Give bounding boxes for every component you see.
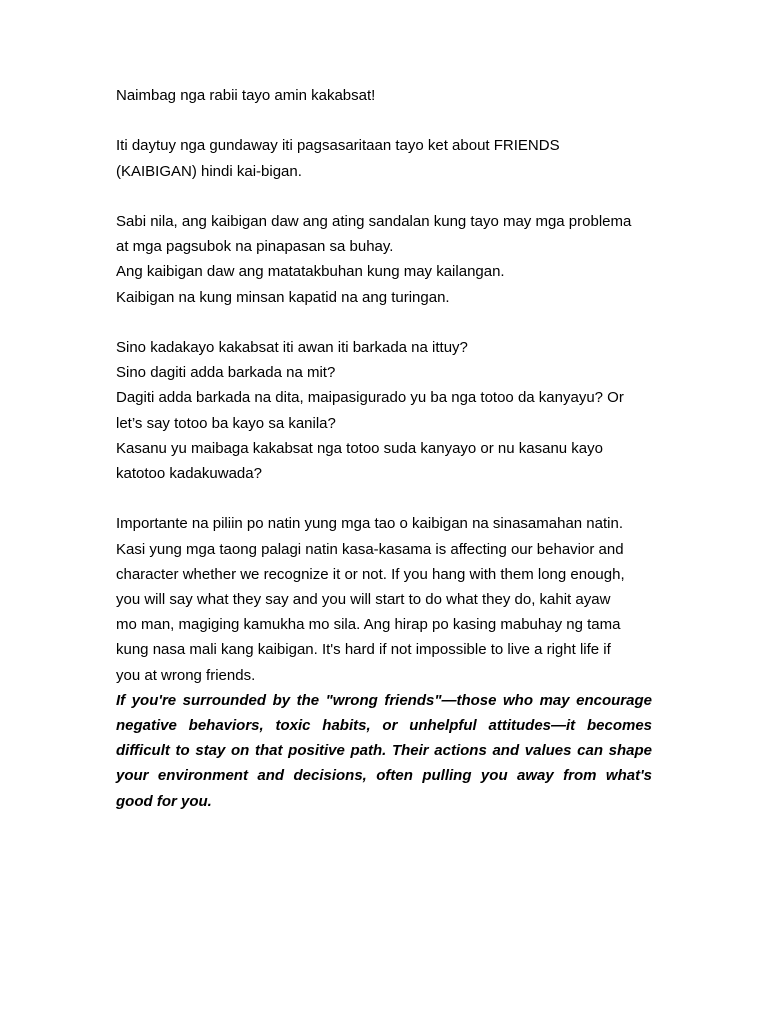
intro-line: (KAIBIGAN) hindi kai-bigan. [116, 162, 302, 180]
sabi-paragraph [116, 209, 652, 310]
sabi-line: Kaibigan na kung minsan kapatid na ang turingan. [116, 288, 450, 306]
emphasis-line: your environment and decisions, often pulling you away from what's [116, 767, 652, 785]
importante-line: you at wrong friends. [116, 666, 256, 684]
importante-line: you will say what they say and you will start to do what they do, kahit ayaw [116, 591, 611, 608]
question-line: Sino kadakayo kakabsat iti awan iti barkada na ittuy? [116, 338, 468, 356]
importante-paragraph [116, 511, 652, 687]
question-line: Kasanu yu maibaga kakabsat nga totoo suda kanyayo or nu kasanu kayo [116, 439, 603, 457]
intro-paragraph [116, 133, 652, 183]
question-line: katotoo kadakuwada? [116, 465, 262, 482]
importante-line: kung nasa mali kang kaibigan. It's hard if not impossible to live a right life if [116, 641, 611, 659]
importante-line: Importante na piliin po natin yung mga tao o kaibigan na sinasamahan natin. [116, 515, 624, 533]
importante-line: Kasi yung mga taong palagi natin kasa-kasama is affecting our behavior and [116, 540, 624, 558]
intro-line: Iti daytuy nga gundaway iti pagsasaritaan tayo ket about FRIENDS [116, 137, 560, 155]
question-line: Sino dagiti adda barkada na mit? [116, 364, 336, 382]
question-line: let’s say totoo ba kayo sa kanila? [116, 414, 336, 432]
importante-line: mo man, magiging kamukha mo sila. Ang hirap po kasing mabuhay ng tama [116, 616, 621, 634]
sabi-line: Sabi nila, ang kaibigan daw ang ating sandalan kung tayo may mga problema [116, 212, 632, 230]
importante-line: character whether we recognize it or not. If you hang with them long enough, [116, 565, 625, 583]
question-line: Dagiti adda barkada na dita, maipasigurado yu ba nga totoo da kanyayu? Or [116, 389, 624, 407]
greeting-paragraph [116, 83, 652, 108]
emphasis-line: If you're surrounded by the "wrong friends"—those who may encourage [116, 691, 652, 709]
emphasis-line: difficult to stay on that positive path. Their actions and values can shape [116, 742, 652, 760]
emphasis-line: negative behaviors, toxic habits, or unhelpful attitudes—it becomes [116, 717, 652, 735]
sabi-line: Ang kaibigan daw ang matatakbuhan kung may kailangan. [116, 263, 505, 281]
emphasis-paragraph [116, 688, 652, 814]
questions-paragraph [116, 335, 652, 486]
emphasis-line: good for you. [116, 792, 212, 810]
greeting-line: Naimbag nga rabii tayo amin kakabsat! [116, 87, 376, 104]
document-body [116, 83, 652, 814]
sabi-line: at mga pagsubok na pinapasan sa buhay. [116, 238, 394, 256]
